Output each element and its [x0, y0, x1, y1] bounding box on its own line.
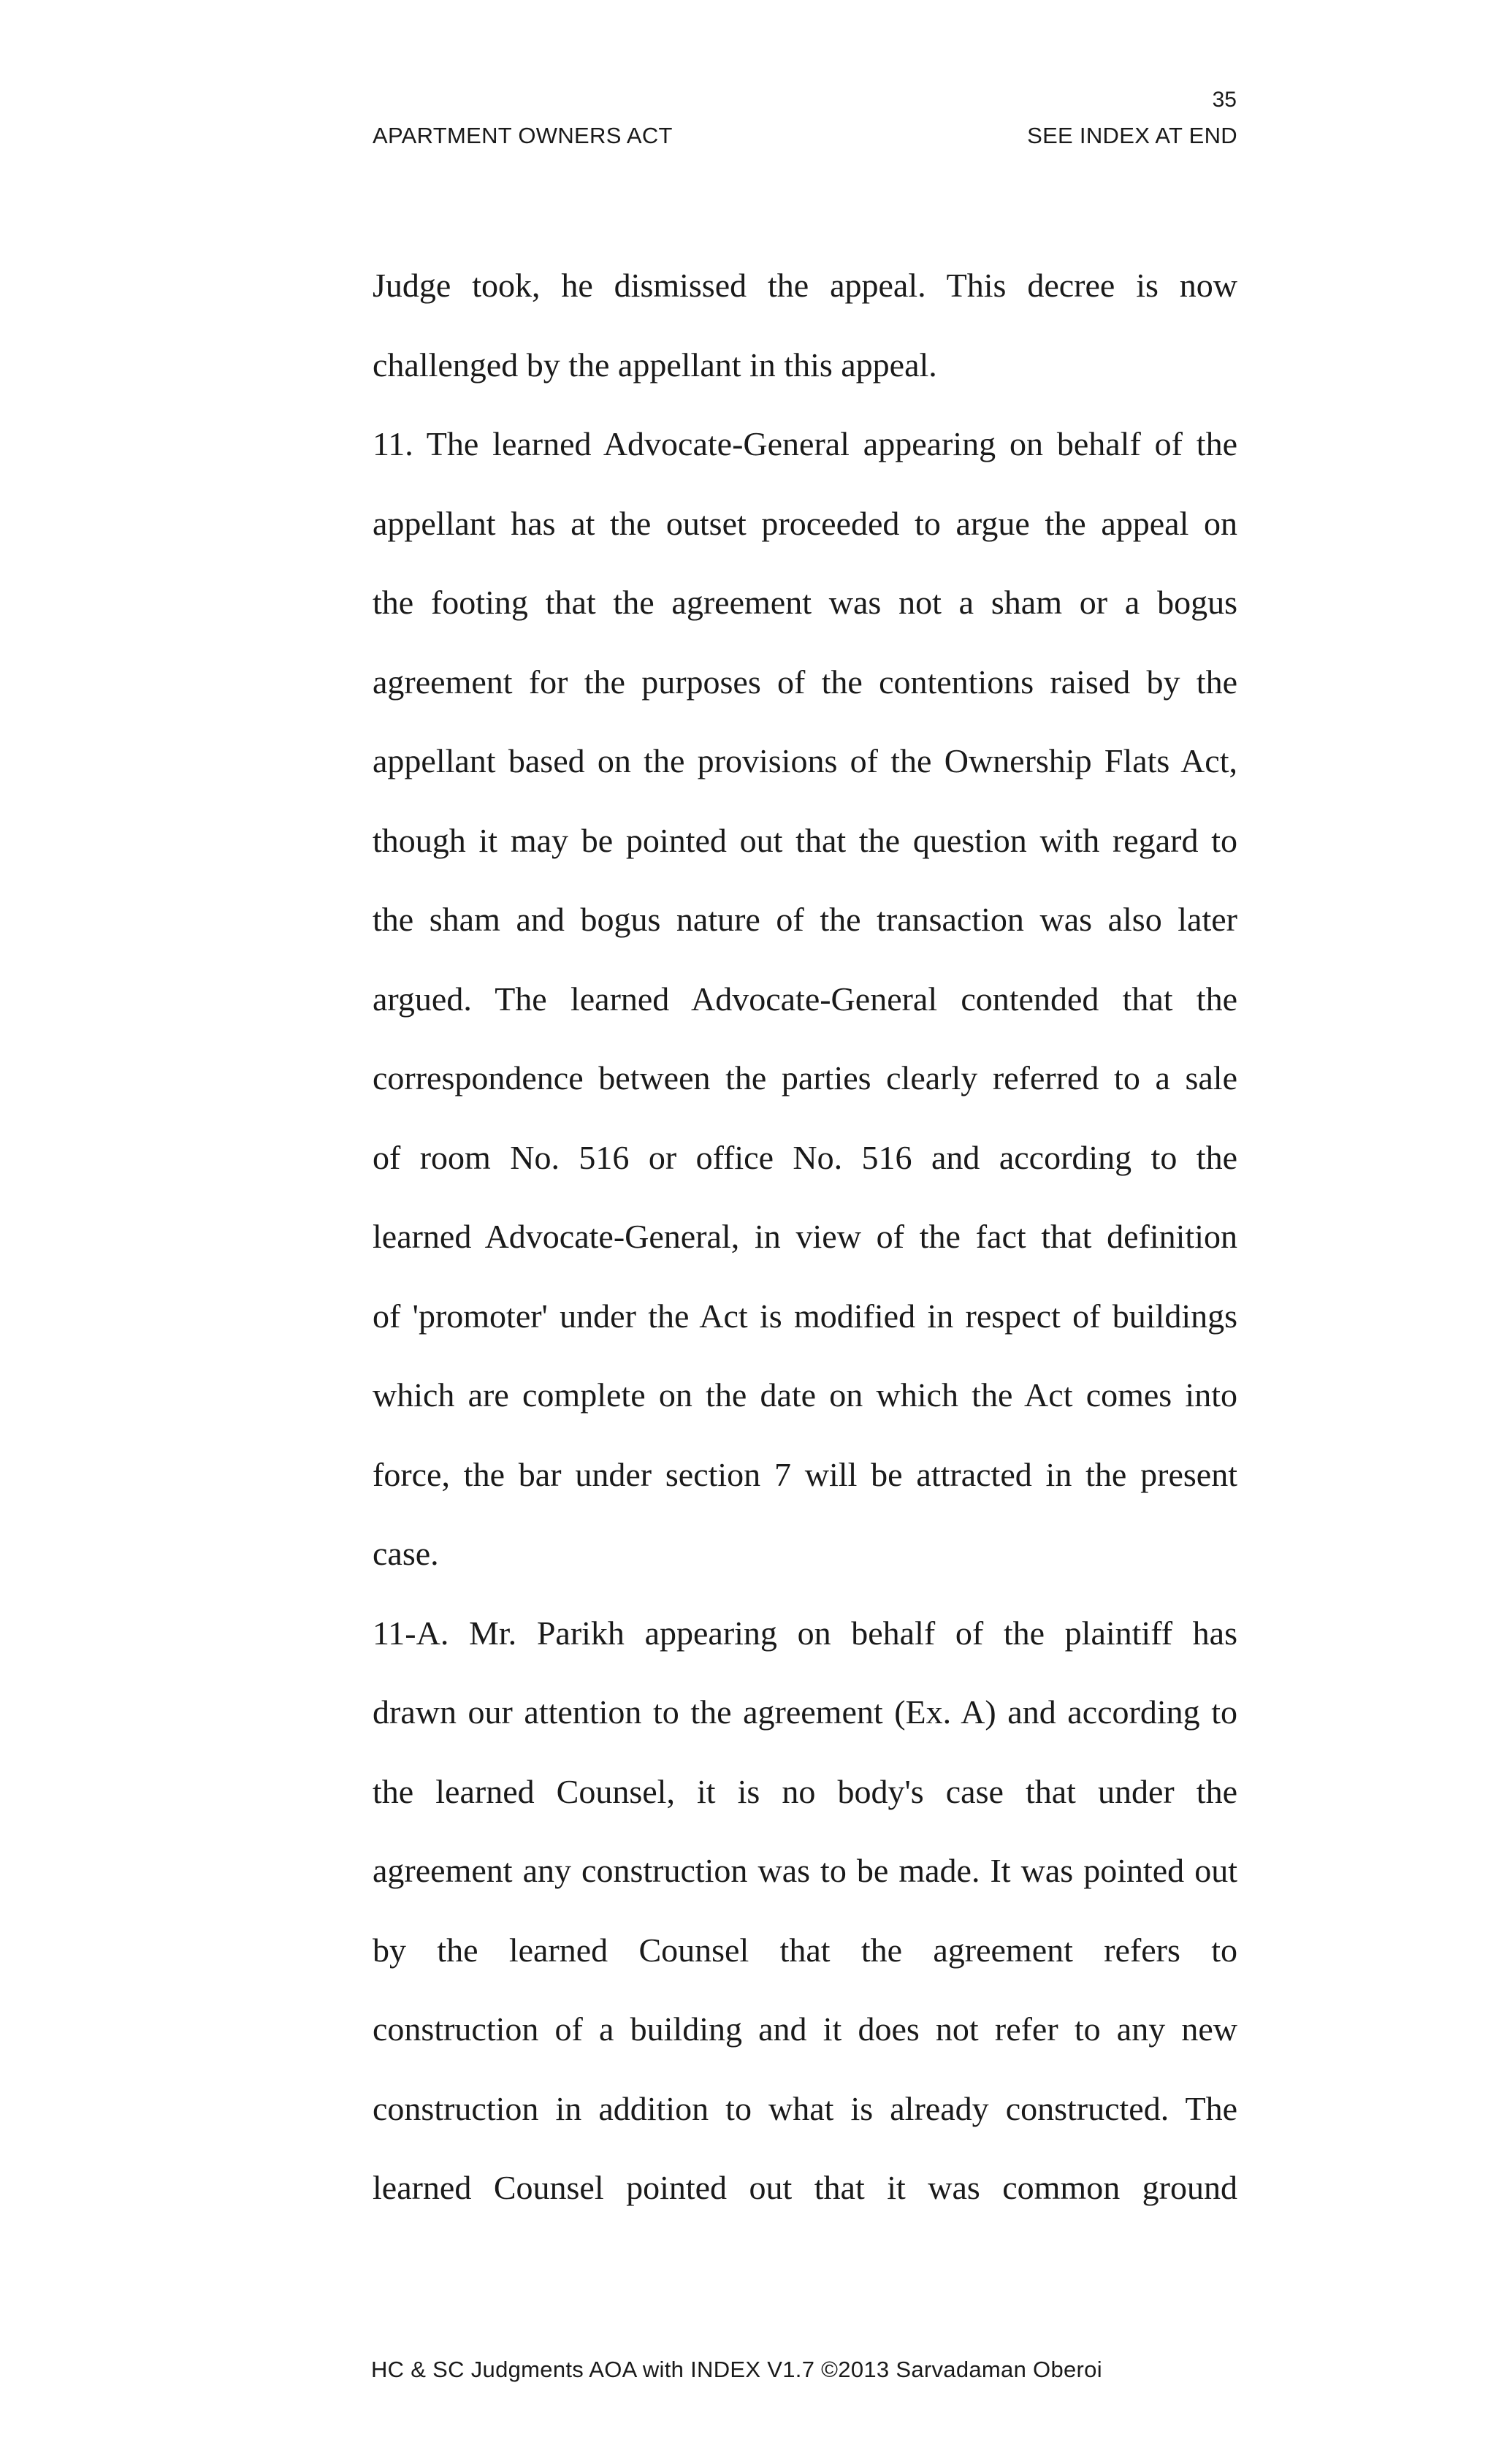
text-line: 11-A. Mr. Parikh appearing on behalf of the plaintiff has [373, 1614, 1237, 1652]
text-line: of room No. 516 or office No. 516 and according to the [373, 1138, 1237, 1176]
text-line: by the learned Counsel that the agreement refers to [373, 1931, 1237, 1969]
header-left-title: APARTMENT OWNERS ACT [373, 123, 673, 148]
text-line: construction in addition to what is already constructed. The [373, 2089, 1237, 2127]
text-line: Judge took, he dismissed the appeal. This decree is now [373, 267, 1237, 304]
text-line: of 'promoter' under the Act is modified in respect of buildings [373, 1297, 1237, 1335]
judgment-body [373, 259, 1237, 2241]
text-line: challenged by the appellant in this appeal. [373, 346, 937, 384]
text-line: the learned Counsel, it is no body's case that under the [373, 1772, 1237, 1810]
text-line: force, the bar under section 7 will be attracted in the present [373, 1455, 1237, 1493]
text-line: appellant has at the outset proceeded to argue the appeal on [373, 504, 1237, 542]
text-line: the sham and bogus nature of the transaction was also later [373, 901, 1237, 938]
text-line: learned Counsel pointed out that it was common ground [373, 2169, 1237, 2206]
text-line: the footing that the agreement was not a sham or a bogus [373, 584, 1237, 621]
text-line: agreement for the purposes of the contentions raised by the [373, 663, 1237, 701]
text-line: construction of a building and it does not refer to any new [373, 2010, 1237, 2048]
text-line: learned Advocate-General, in view of the fact that definition [373, 1218, 1237, 1255]
text-line: though it may be pointed out that the question with regard to [373, 821, 1237, 859]
text-line: correspondence between the parties clearly referred to a sale [373, 1059, 1237, 1096]
text-line: agreement any construction was to be made. It was pointed out [373, 1852, 1237, 1889]
page-number: 35 [1212, 88, 1237, 112]
text-line: argued. The learned Advocate-General contended that the [373, 980, 1237, 1018]
text-line: case. [373, 1535, 439, 1572]
page-footer: HC & SC Judgments AOA with INDEX V1.7 ©2013 Sarvadaman Oberoi [371, 2357, 1102, 2382]
text-line: which are complete on the date on which the Act comes into [373, 1376, 1237, 1414]
text-line: drawn our attention to the agreement (Ex. A) and according to [373, 1693, 1237, 1731]
text-line: appellant based on the provisions of the Ownership Flats Act, [373, 742, 1237, 779]
text-line: 11. The learned Advocate-General appearing on behalf of the [373, 425, 1237, 462]
running-header [373, 124, 1237, 147]
header-right-note: SEE INDEX AT END [1027, 123, 1237, 148]
